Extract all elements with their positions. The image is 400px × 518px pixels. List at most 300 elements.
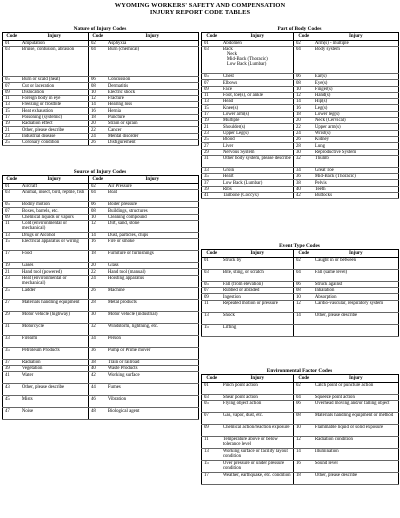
code-cell: 16: [89, 108, 107, 114]
event-type-section: [201, 243, 398, 337]
description-cell: Temperature above or below tolerance level: [222, 437, 294, 449]
code-cell: 07: [202, 288, 222, 294]
table-row: [202, 437, 399, 449]
description-cell: Low Back (Lumbar): [222, 180, 294, 186]
code-cell: 23: [3, 133, 21, 139]
injury-column-header: Injury: [21, 33, 89, 41]
description-cell: Working surface or facility layout condition: [222, 449, 294, 461]
code-column-header: Code: [294, 33, 314, 41]
code-cell: 39: [202, 186, 222, 192]
code-cell: 24: [294, 130, 314, 136]
code-cell: 10: [89, 89, 107, 95]
code-cell: 14: [294, 99, 314, 105]
table-row: [202, 413, 399, 425]
code-cell: 48: [89, 408, 107, 420]
code-cell: 47: [3, 408, 21, 420]
description-cell: Bruise, contusion, abrasion: [21, 47, 89, 77]
table-row: [202, 449, 399, 461]
injury-column-header: Injury: [314, 33, 399, 41]
description-cell: Lower arm(s): [222, 111, 294, 117]
code-cell: 25: [202, 136, 222, 142]
code-cell: 12: [294, 437, 314, 449]
description-cell: Abdomen: [222, 40, 294, 46]
body-part-code-table: [201, 32, 399, 199]
code-cell: 24: [89, 133, 107, 139]
code-cell: 27: [3, 299, 21, 311]
description-cell: Noise: [21, 408, 89, 420]
description-cell: Hand tool (powered): [21, 269, 89, 275]
code-cell: 11: [3, 95, 21, 101]
code-cell: 18: [89, 251, 107, 263]
description-cell: Other body system, please describe: [222, 155, 294, 167]
description-cell: Pump or Prime mover: [107, 347, 199, 359]
description-cell: Rubbed or abraded: [222, 288, 294, 294]
description-cell: Electrical apparatus or wiring: [21, 239, 89, 251]
description-cell: Other, please describe: [21, 384, 89, 396]
table-row: [202, 382, 399, 394]
code-cell: 33: [3, 335, 21, 347]
code-cell: 26: [89, 139, 107, 145]
code-cell: 45: [3, 396, 21, 408]
description-cell: Flying object action: [222, 401, 294, 413]
body-part-section-title: Part of Body Codes: [277, 26, 322, 32]
description-cell: Cardio-vascular, respiratory system: [314, 300, 399, 312]
code-column-header: Code: [89, 176, 107, 184]
code-cell: 15: [3, 239, 21, 251]
cell-text-line: Neck: [226, 52, 238, 58]
description-cell: Dust, particles, chips: [107, 232, 199, 238]
code-cell: 10: [294, 294, 314, 300]
description-cell: Teeth: [314, 186, 399, 192]
table-row: [3, 347, 199, 359]
table-row: [3, 384, 199, 396]
code-cell: 21: [3, 269, 21, 275]
description-cell: Liver: [222, 143, 294, 149]
code-cell: 12: [89, 95, 107, 101]
table-row: [202, 401, 399, 413]
description-cell: Lifting: [222, 324, 294, 336]
code-cell: 41: [202, 193, 222, 199]
code-cell: 21: [3, 127, 21, 133]
description-cell: Amputation: [21, 40, 89, 46]
code-cell: 17: [202, 111, 222, 117]
code-cell: 03: [202, 394, 222, 400]
description-cell: Burn or scald (heat): [21, 77, 89, 83]
code-cell: 18: [294, 473, 314, 485]
description-cell: Fracture: [107, 95, 199, 101]
code-cell: 31: [3, 323, 21, 335]
description-cell: Hoisting apparatus: [107, 275, 199, 287]
code-cell: 14: [89, 232, 107, 238]
code-cell: 02: [89, 183, 107, 189]
description-cell: Boiler pressure: [107, 202, 199, 208]
code-cell: 09: [3, 89, 21, 95]
description-cell: Nervous System: [222, 149, 294, 155]
description-cell: Elbows: [222, 80, 294, 86]
table-row: [3, 408, 199, 420]
table-row: [202, 312, 399, 324]
code-cell: 25: [3, 139, 21, 145]
nature-of-injury-section: [2, 26, 198, 146]
table-header-row: [202, 33, 399, 41]
description-cell: Hernia: [107, 108, 199, 114]
page-title: WYOMING WORKERS' SAFETY AND COMPENSATION: [114, 2, 286, 9]
code-cell: 05: [202, 401, 222, 413]
description-cell: Biological agent: [107, 408, 199, 420]
description-cell: Food: [21, 251, 89, 263]
description-cell: Neck (Cervical): [314, 118, 399, 124]
description-cell: Materials handling equipment or method: [314, 413, 399, 425]
code-cell: 11: [202, 92, 222, 98]
code-cell: 07: [202, 413, 222, 425]
code-cell: 22: [89, 269, 107, 275]
description-cell: Pelvis: [314, 180, 399, 186]
description-cell: Industrial disease: [21, 133, 89, 139]
description-cell: Shear point action: [222, 394, 294, 400]
table-row: [202, 47, 399, 74]
code-cell: 06: [294, 74, 314, 80]
code-cell: 22: [89, 127, 107, 133]
description-cell: Aircraft: [21, 183, 89, 189]
code-cell: 44: [89, 384, 107, 396]
code-cell: 18: [89, 114, 107, 120]
table-header-row: [3, 176, 199, 184]
code-cell: 40: [89, 366, 107, 372]
code-cell: 06: [294, 401, 314, 413]
code-cell: 02: [294, 382, 314, 394]
description-cell: Multiple: [222, 118, 294, 124]
cell-text-line: Mid-Back (Thoracic): [226, 57, 268, 63]
description-cell: Dermatitis: [107, 83, 199, 89]
table-row: [202, 193, 399, 199]
injury-column-header: Injury: [222, 33, 294, 41]
description-cell: Freezing or frostbite: [21, 102, 89, 108]
description-cell: Poisoning (systemic): [21, 114, 89, 120]
description-cell: Asphyxia: [107, 40, 199, 46]
code-cell: [294, 324, 314, 336]
event-code-table: [201, 249, 399, 337]
code-cell: 15: [202, 461, 222, 473]
table-row: [3, 220, 199, 232]
description-cell: Bite, sting, or scratch: [222, 269, 294, 281]
description-cell: Shoulder(s): [222, 124, 294, 130]
description-cell: Strain or sprain: [107, 121, 199, 127]
table-row: [3, 372, 199, 384]
description-cell: Train or railroad: [107, 359, 199, 365]
code-cell: 17: [3, 251, 21, 263]
code-cell: 35: [202, 174, 222, 180]
table-row: [202, 257, 399, 269]
code-cell: 28: [294, 143, 314, 149]
code-cell: 43: [3, 384, 21, 396]
description-cell: Cleaning compound: [107, 214, 199, 220]
description-cell: Ladder: [21, 287, 89, 299]
table-row: [3, 335, 199, 347]
code-cell: 16: [294, 105, 314, 111]
code-cell: 16: [294, 461, 314, 473]
code-cell: 04: [89, 190, 107, 202]
code-cell: 17: [202, 473, 222, 485]
code-cell: 11: [202, 437, 222, 449]
code-cell: 40: [294, 186, 314, 192]
page-subtitle: INJURY REPORT CODE TABLES: [149, 9, 251, 16]
code-cell: 26: [89, 287, 107, 299]
description-cell: Gases: [21, 263, 89, 269]
description-cell: Upper arm(s): [314, 124, 399, 130]
injury-column-header: Injury: [107, 176, 199, 184]
description-cell: Burn (chemical): [107, 47, 199, 77]
table-row: [202, 269, 399, 281]
code-column-header: Code: [89, 33, 107, 41]
description-cell: Knee(s): [222, 105, 294, 111]
code-cell: 39: [3, 366, 21, 372]
table-row: [202, 155, 399, 167]
table-row: [3, 311, 199, 323]
code-cell: 19: [202, 118, 222, 124]
code-cell: 09: [3, 214, 21, 220]
description-cell: Puncture: [107, 114, 199, 120]
source-section-title: Source of Injury Codes: [73, 169, 127, 175]
code-cell: 01: [3, 183, 21, 189]
code-cell: 04: [89, 47, 107, 77]
code-cell: 42: [89, 372, 107, 384]
code-cell: 05: [202, 281, 222, 287]
description-cell: Boxes, barrels, etc.: [21, 208, 89, 214]
code-cell: 21: [202, 124, 222, 130]
description-cell: Blood: [222, 136, 294, 142]
code-cell: 28: [89, 299, 107, 311]
table-row: [3, 299, 199, 311]
description-cell: Boat: [107, 190, 199, 202]
description-cell: Struck by: [222, 257, 294, 269]
description-cell: Fumes: [107, 384, 199, 396]
table-row: [202, 425, 399, 437]
description-cell: Other, please describe: [314, 312, 399, 324]
event-section-title: Event Type Codes: [279, 243, 320, 249]
code-cell: 42: [294, 193, 314, 199]
table-header-row: [3, 33, 199, 41]
description-cell: Vegetation: [21, 366, 89, 372]
description-cell: Mid-Back (Thoracic): [314, 174, 399, 180]
description-cell: Illumination: [314, 449, 399, 461]
code-cell: 04: [294, 269, 314, 281]
code-cell: 03: [3, 47, 21, 77]
table-header-row: [202, 250, 399, 258]
description-cell: Motor vehicle (highway): [21, 311, 89, 323]
code-cell: 19: [3, 121, 21, 127]
table-row: [3, 396, 199, 408]
code-cell: 09: [202, 294, 222, 300]
description-cell: Flammable liquid or solid exposure: [314, 425, 399, 437]
description-cell: Ingestion: [222, 294, 294, 300]
description-cell: Motor vehicle (industrial): [107, 311, 199, 323]
description-cell: Air Pressure: [107, 183, 199, 189]
description-cell: Reproductive System: [314, 149, 399, 155]
description-cell: Disfigurement: [107, 139, 199, 145]
code-cell: 05: [3, 77, 21, 83]
code-column-header: Code: [202, 375, 222, 383]
description-cell: Fire or smoke: [107, 239, 199, 251]
code-cell: 37: [3, 359, 21, 365]
code-cell: 22: [294, 124, 314, 130]
description-cell: Repeated motion or pressure: [222, 300, 294, 312]
description-cell: Mental disorder: [107, 133, 199, 139]
code-cell: 14: [294, 449, 314, 461]
description-cell: Dislocation: [21, 89, 89, 95]
code-column-header: Code: [294, 375, 314, 383]
code-cell: 13: [202, 449, 222, 461]
description-cell: Arm(s) - multiple: [314, 40, 399, 46]
injury-column-header: Injury: [314, 250, 399, 258]
table-row: [3, 287, 199, 299]
code-cell: 13: [3, 232, 21, 238]
code-cell: 19: [3, 263, 21, 269]
code-cell: 03: [202, 47, 222, 74]
injury-column-header: Injury: [107, 33, 199, 41]
code-column-header: Code: [3, 176, 21, 184]
code-cell: 20: [89, 121, 107, 127]
code-cell: 09: [202, 425, 222, 437]
code-cell: 07: [3, 83, 21, 89]
code-cell: 11: [3, 220, 21, 232]
code-cell: 32: [294, 155, 314, 167]
description-cell: Hearing loss: [107, 102, 199, 108]
cell-text-line: Low Back (Lumbar): [226, 62, 267, 68]
code-cell: 25: [3, 287, 21, 299]
description-cell: Heat (environmental or mechanical): [21, 275, 89, 287]
description-cell: Squeeze point action: [314, 394, 399, 400]
code-cell: 10: [294, 86, 314, 92]
code-cell: 12: [89, 220, 107, 232]
code-cell: 14: [89, 102, 107, 108]
code-cell: 29: [202, 149, 222, 155]
description-cell: Radiation condition: [314, 437, 399, 449]
code-cell: 30: [294, 149, 314, 155]
description-cell: Hand tool (manual): [107, 269, 199, 275]
injury-column-header: Injury: [222, 375, 294, 383]
code-cell: 04: [294, 47, 314, 74]
description-cell: Inhalation: [314, 288, 399, 294]
code-cell: 34: [89, 335, 107, 347]
table-row: [3, 190, 199, 202]
description-cell: Fall (from elevation): [222, 281, 294, 287]
description-cell: Other, please describe: [314, 473, 399, 485]
table-row: [202, 473, 399, 485]
description-cell: Motorcycle: [21, 323, 89, 335]
description-cell: Ribs: [222, 186, 294, 192]
code-cell: 17: [3, 114, 21, 120]
code-cell: 33: [202, 167, 222, 173]
description-cell: Coronary condition: [21, 139, 89, 145]
nature-code-table: [2, 32, 199, 146]
description-cell: Gas, vapor, dust, etc.: [222, 413, 294, 425]
description-cell: Radiation: [21, 359, 89, 365]
description-cell: Furniture or furnishings: [107, 251, 199, 263]
description-cell: Concussion: [107, 77, 199, 83]
description-cell: Great Toe: [314, 167, 399, 173]
code-cell: 37: [202, 180, 222, 186]
code-cell: 02: [89, 40, 107, 46]
code-cell: 32: [89, 323, 107, 335]
description-cell: Cold (environmental or mechanical): [21, 220, 89, 232]
code-cell: 03: [3, 190, 21, 202]
code-cell: 08: [294, 288, 314, 294]
code-cell: 34: [294, 167, 314, 173]
description-cell: Mists: [21, 396, 89, 408]
environmental-factor-section: [201, 368, 398, 485]
description-cell: Overhead moving and/or falling object: [314, 401, 399, 413]
code-cell: 38: [89, 359, 107, 365]
code-cell: 36: [294, 174, 314, 180]
description-cell: Head: [222, 99, 294, 105]
table-row: [202, 461, 399, 473]
code-cell: 13: [3, 102, 21, 108]
description-cell: Leg(s): [314, 105, 399, 111]
description-cell: Chest: [222, 74, 294, 80]
description-cell: Buttocks: [314, 193, 399, 199]
code-cell: 09: [202, 86, 222, 92]
code-cell: 14: [294, 312, 314, 324]
description-cell: Dirt, sand, stone: [107, 220, 199, 232]
table-row: [3, 139, 199, 145]
description-cell: [314, 324, 399, 336]
description-cell: Foreign body in eye: [21, 95, 89, 101]
description-cell: Shock: [222, 312, 294, 324]
code-cell: 38: [294, 180, 314, 186]
description-cell: Glass: [107, 263, 199, 269]
code-cell: 10: [294, 425, 314, 437]
code-cell: 05: [202, 74, 222, 80]
description-cell: Weather, earthquake, etc. condition: [222, 473, 294, 485]
code-cell: 11: [202, 300, 222, 312]
injury-column-header: Injury: [314, 375, 399, 383]
description-cell: Radiation effect: [21, 121, 89, 127]
code-cell: 31: [202, 155, 222, 167]
description-cell: Tailbone (Coccyx): [222, 193, 294, 199]
table-row: [202, 300, 399, 312]
injury-column-header: Injury: [222, 250, 294, 258]
env-code-table: [201, 374, 399, 485]
description-cell: Chemical action/reaction exposure: [222, 425, 294, 437]
description-cell: Eye(s): [314, 80, 399, 86]
description-cell: Metal products: [107, 299, 199, 311]
code-cell: 15: [202, 105, 222, 111]
code-cell: 06: [89, 202, 107, 208]
code-cell: 07: [3, 208, 21, 214]
code-cell: 05: [3, 202, 21, 208]
table-row: [202, 324, 399, 336]
cell-text-line: Back: [222, 47, 233, 53]
code-cell: 20: [89, 263, 107, 269]
table-row: [3, 275, 199, 287]
table-row: [3, 323, 199, 335]
code-cell: 13: [202, 99, 222, 105]
description-cell: Wrist(s): [314, 130, 399, 136]
description-cell: Kidney: [314, 136, 399, 142]
description-cell: Lower leg(s): [314, 111, 399, 117]
description-cell: Electric shock: [107, 89, 199, 95]
nature-section-title: Nature of Injury Codes: [73, 26, 127, 32]
code-column-header: Code: [3, 33, 21, 41]
description-cell: Catch point or puncture action: [314, 382, 399, 394]
code-cell: 12: [294, 300, 314, 312]
code-cell: 29: [3, 311, 21, 323]
code-cell: 27: [202, 143, 222, 149]
description-cell: Thumb: [314, 155, 399, 167]
code-cell: 35: [3, 347, 21, 359]
description-cell: Machine: [107, 287, 199, 299]
code-cell: 06: [89, 77, 107, 83]
